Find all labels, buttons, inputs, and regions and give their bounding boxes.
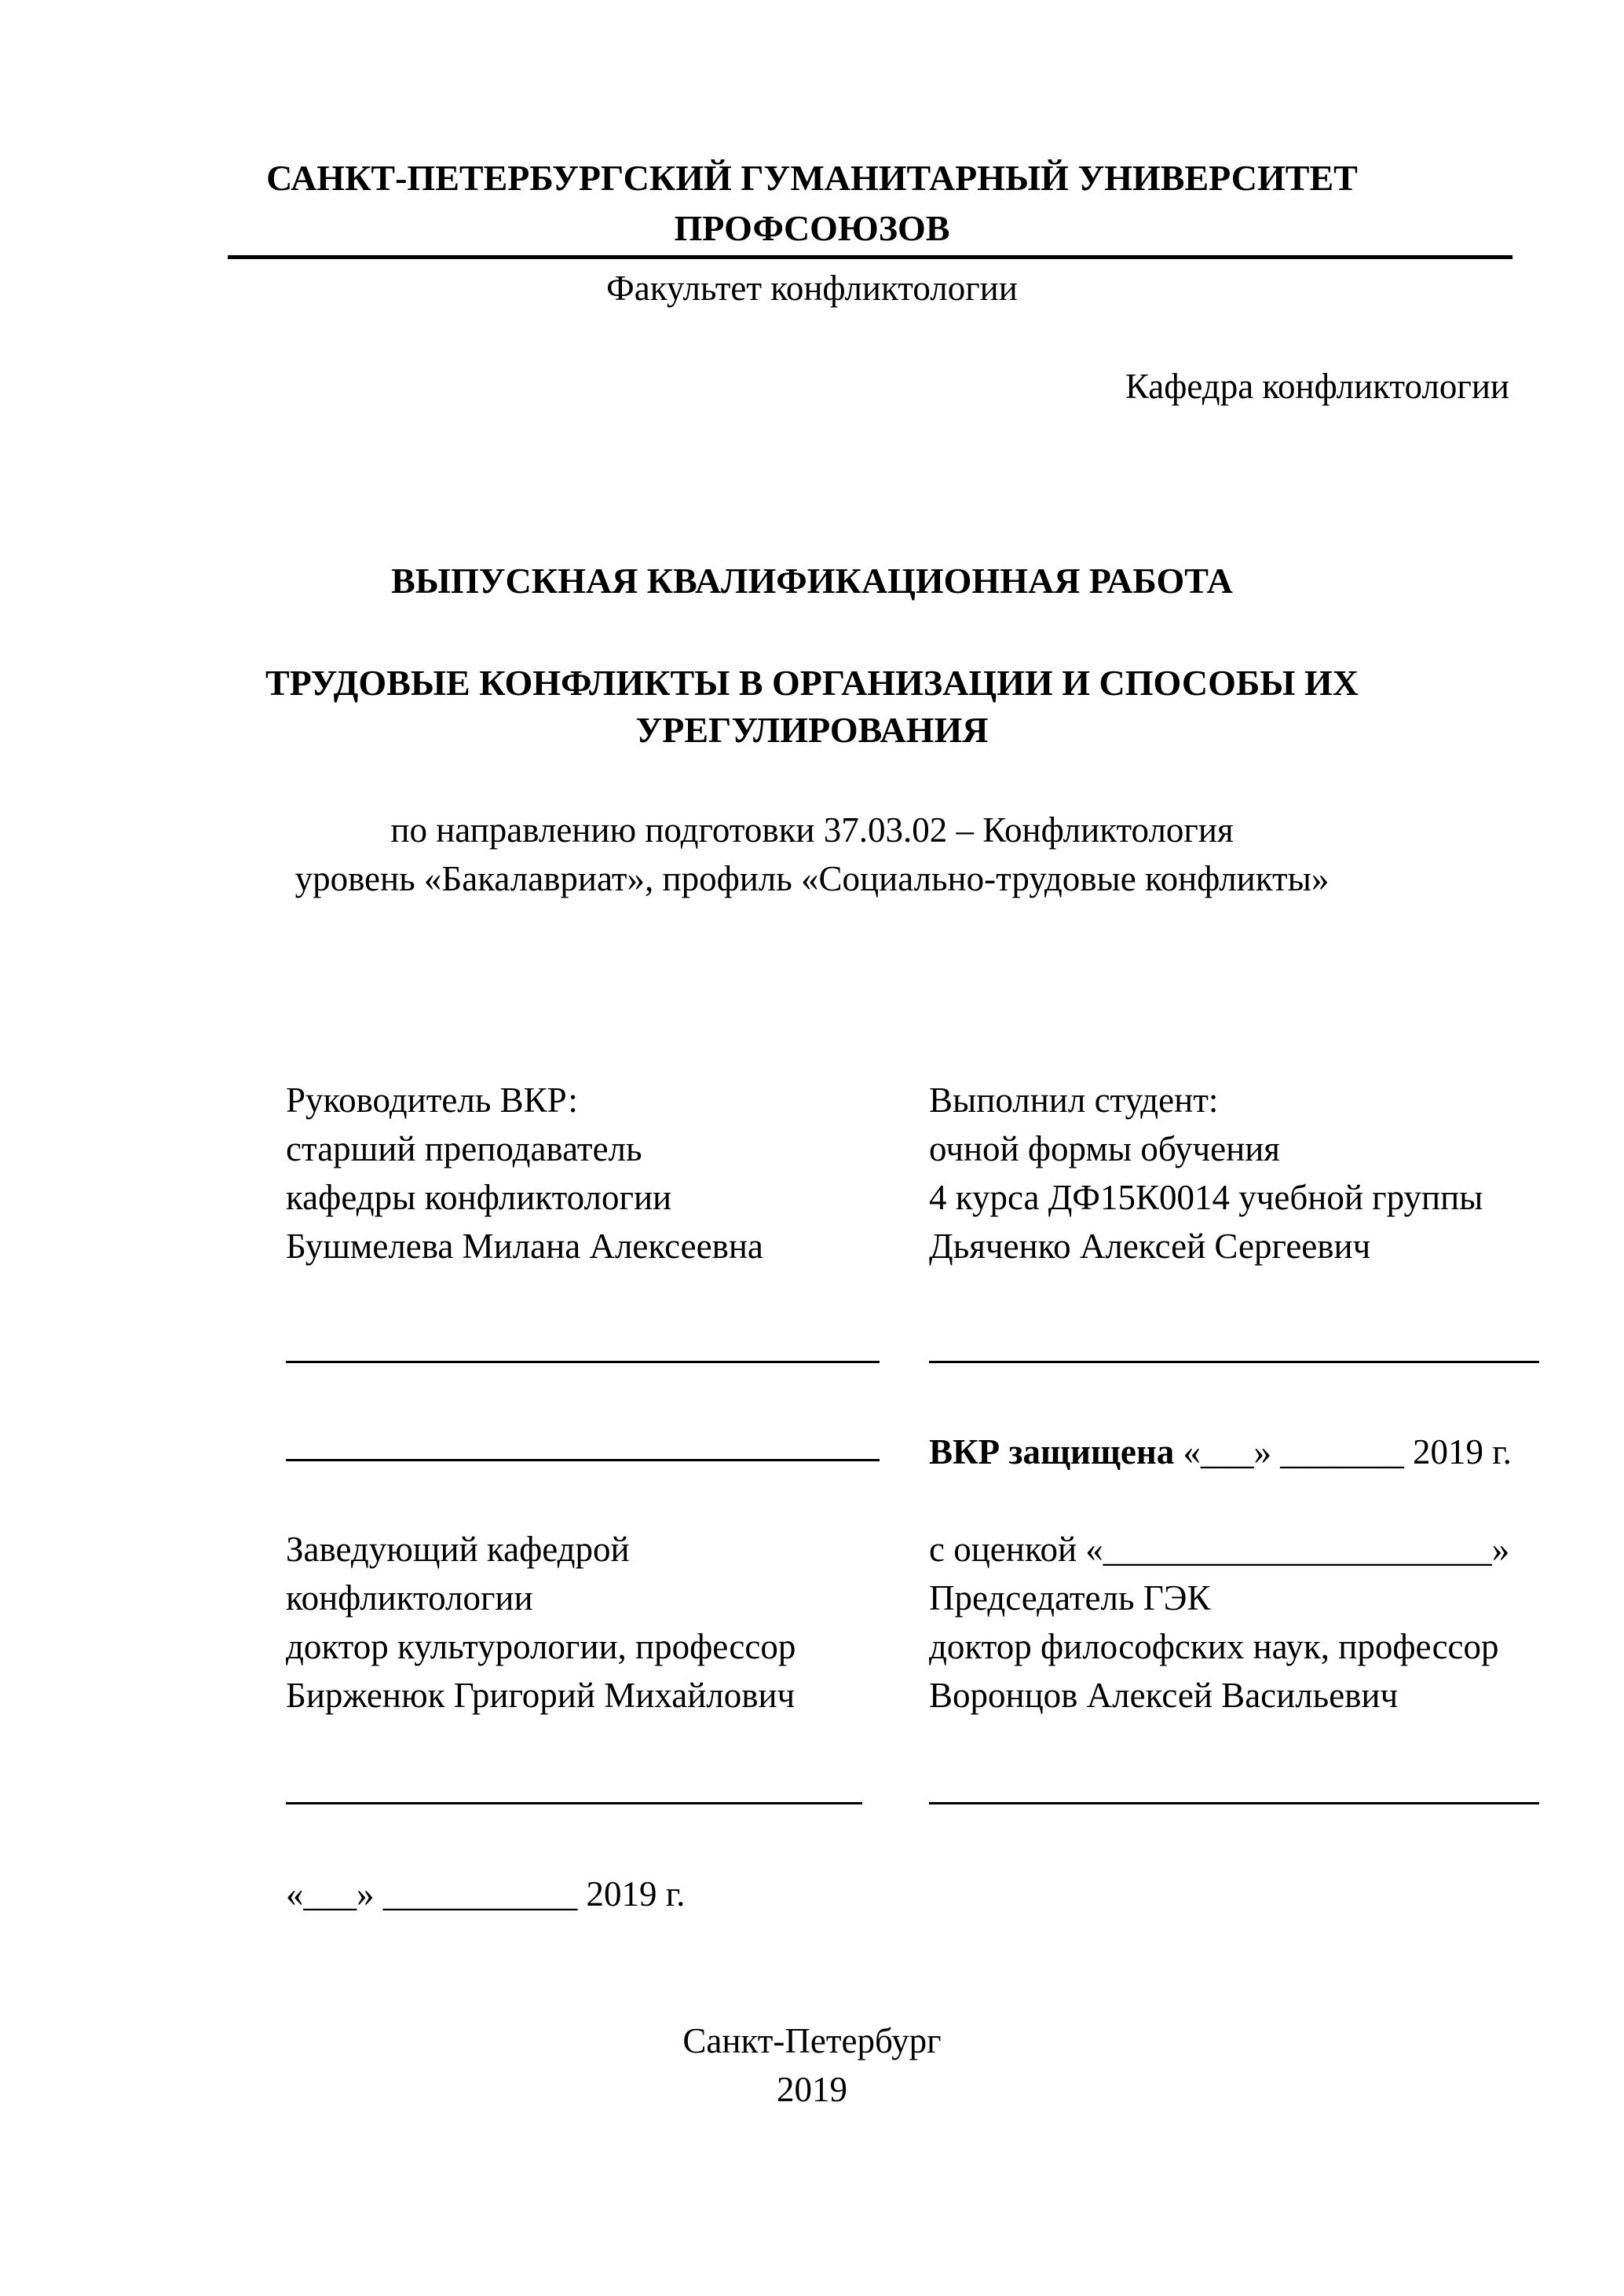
commission-chair-block <box>929 1525 1509 1720</box>
student-label: Выполнил студент: <box>929 1080 1219 1120</box>
chair-signature-line <box>929 1802 1539 1804</box>
grade-suffix: » <box>1491 1530 1510 1569</box>
work-type-title: ВЫПУСКНАЯ КВАЛИФИКАЦИОННАЯ РАБОТА <box>391 561 1233 601</box>
student-group: 4 курса ДФ15К0014 учебной группы <box>929 1178 1483 1217</box>
student-study-form: очной формы обучения <box>929 1129 1280 1168</box>
supervisor-block <box>286 1076 763 1270</box>
head-degree: доктор культурологии, профессор <box>286 1627 796 1666</box>
footer-city: Санкт-Петербург <box>682 2021 942 2060</box>
header-rule <box>228 255 1512 259</box>
topic-title-line2: УРЕГУЛИРОВАНИЯ <box>635 710 989 750</box>
chair-degree: доктор философских наук, профессор <box>929 1627 1499 1666</box>
defense-left-line <box>286 1459 880 1461</box>
supervisor-department: кафедры конфликтологии <box>286 1178 672 1217</box>
supervisor-label: Руководитель ВКР: <box>286 1080 578 1120</box>
head-signature-line <box>286 1802 862 1804</box>
supervisor-name: Бушмелева Милана Алексеевна <box>286 1227 763 1266</box>
university-name-line1: САНКТ-ПЕТЕРБУРГСКИЙ ГУМАНИТАРНЫЙ УНИВЕРСИТЕТ <box>266 158 1358 198</box>
defense-date: «___» _______ 2019 г. <box>1174 1432 1512 1472</box>
grade-line <box>929 1525 1509 1574</box>
supervisor-signature-line <box>286 1361 880 1363</box>
university-name-line2: ПРОФСОЮЗОВ <box>674 208 950 248</box>
defense-label: ВКР защищена <box>929 1432 1175 1472</box>
head-name: Бирженюк Григорий Михайлович <box>286 1676 796 1715</box>
direction-line1: по направлению подготовки 37.03.02 – Конфликтология <box>390 810 1234 850</box>
student-name: Дьяченко Алексей Сергеевич <box>929 1227 1371 1266</box>
faculty-name: Факультет конфликтологии <box>606 269 1018 308</box>
topic-title-line1: ТРУДОВЫЕ КОНФЛИКТЫ В ОРГАНИЗАЦИИ И СПОСОБЫ ИХ <box>265 663 1359 703</box>
grade-prefix: с оценкой « <box>929 1530 1103 1569</box>
supervisor-position: старший преподаватель <box>286 1129 642 1168</box>
chair-name: Воронцов Алексей Васильевич <box>929 1676 1399 1715</box>
student-signature-line <box>929 1361 1539 1363</box>
chair-label: Председатель ГЭК <box>929 1578 1211 1618</box>
grade-blank: ______________________ <box>1103 1530 1492 1569</box>
approval-date: «___» ___________ 2019 г. <box>286 1874 686 1914</box>
department-name: Кафедра конфликтологии <box>1125 367 1509 406</box>
head-department: конфликтологии <box>286 1578 533 1618</box>
defense-status <box>929 1428 1512 1476</box>
footer-year: 2019 <box>777 2070 847 2109</box>
head-of-department-block <box>286 1525 796 1720</box>
student-block <box>929 1076 1483 1270</box>
head-label: Заведующий кафедрой <box>286 1530 630 1569</box>
direction-line2: уровень «Бакалавриат», профиль «Социально-трудовые конфликты» <box>294 859 1330 898</box>
